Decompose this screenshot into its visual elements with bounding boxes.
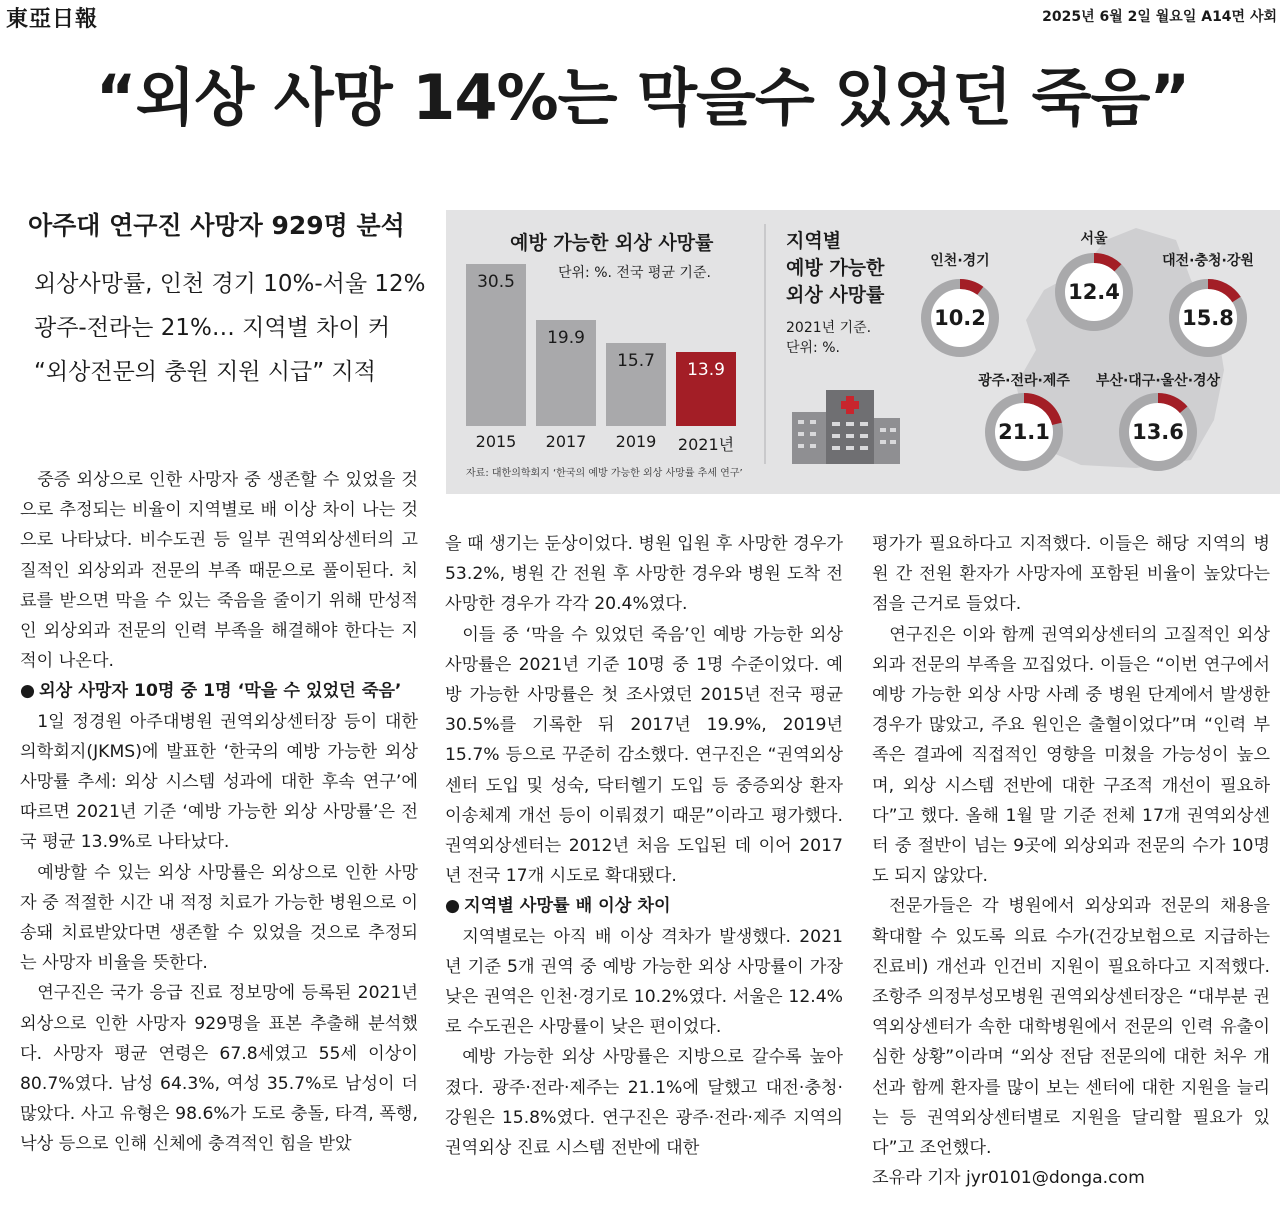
article-column-2 [445,529,843,1163]
byline: 조유라 기자 jyr0101@donga.com [872,1168,1145,1189]
bar-chart-unit: 단위: %. 전국 평균 기준. [558,265,711,281]
paragraph: 이들 중 ‘막을 수 있었던 죽음’인 예방 가능한 외상 사망률은 2021년 기준 10명 중 1명 수준이었다. 예방 가능한 사망률은 첫 조사였던 2015년 전국 평균 30.5%를 기록한 뒤 2017년 19.9%, 2019년 15.7% 등으로 꾸준히 감소했다. 연구진은 “권역외상센터 도입 및 성숙, 닥터헬기 도입 등 중증외상 환자 이송체계 개선 등이 이뤄졌기 때문”이라고 평가했다. 권역외상센터는 2012년 처음 도입된 데 이어 2017년 전국 17개 시도로 확대됐다. [445,624,843,887]
bar-value-label: 19.9 [547,328,585,349]
region-chart-note [786,318,871,358]
bar-chart-title: 예방 가능한 외상 사망률 [510,232,714,254]
newspaper-masthead: 東亞日報 [6,6,99,32]
paragraph-continued: 평가가 필요하다고 지적했다. 이들은 해당 지역의 병원 간 전원 환자가 사망자에 포함된 비율이 높았다는 점을 근거로 들었다. [872,534,1270,615]
paragraph-continued: 을 때 생기는 둔상이었다. 병원 입원 후 사망한 경우가 53.2%, 병원 간 전원 후 사망한 경우와 병원 도착 전 사망한 경우가 각각 20.4%였다. [445,534,843,615]
donut-value: 10.2 [934,306,986,330]
bar-category-label: 2021년 [677,435,735,454]
paragraph: 1일 정경원 아주대병원 권역외상센터장 등이 대한의학회지(JKMS)에 발표한 ‘한국의 예방 가능한 외상 사망률 추세: 외상 시스템 성과에 대한 후속 연구’에 따르면 2021년 기준 ‘예방 가능한 외상 사망률’은 전국 평균 13.9%로 나타났다. [20,711,418,853]
region-title-line-2: 예방 가능한 [786,257,885,279]
bar-value-label: 30.5 [477,271,515,292]
section-subheading: ● 외상 사망자 10명 중 1명 ‘막을 수 있었던 죽음’ [20,676,418,706]
infographic [446,210,1280,494]
bar-value-label: 13.9 [687,360,725,381]
subheadline-3: 광주-전라는 21%… 지역별 차이 커 [34,315,391,341]
region-title-line-1: 지역별 [786,230,842,252]
infographic-divider [764,224,766,464]
bar-category-label: 2019 [615,432,657,451]
region-note-year: 2021년 기준. [786,320,872,336]
dateline: 2025년 6월 2일 월요일 A14면 사회 [1042,9,1277,25]
bar-value-label: 15.7 [617,350,655,371]
paragraph: 전문가들은 각 병원에서 외상외과 전문의 채용을 확대할 수 있도록 의료 수가(건강보험으로 지급하는 진료비) 개선과 인건비 지원이 필요하다고 지적했다. 조항주 의정부성모병원 권역외상센터장은 “대부분 권역외상센터가 속한 대학병원에서 전문의 인력 유출이 심한 상황”이라며 “외상 전담 전문의에 대한 처우 개선과 함께 환자를 많이 보는 센터에 대한 지원을 늘리는 등 권역외상센터별로 지원을 달리할 필요가 있다”고 조언했다. [872,896,1270,1159]
article-column-3 [872,529,1270,1193]
headline: “외상 사망 14%는 막을수 있었던 죽음” [95,61,1190,134]
paragraph: 지역별로는 아직 배 이상 격차가 발생했다. 2021년 기준 5개 권역 중 예방 가능한 외상 사망률이 가장 낮은 권역은 인천·경기로 10.2%였다. 서울은 12.4%로 수도권은 사망률이 낮은 편이었다. [445,926,843,1038]
donut-region-label: 대전·충청·강원 [1162,253,1254,269]
donut-chart [920,278,1000,358]
donut-value: 15.8 [1182,306,1234,330]
donut-value: 13.6 [1132,420,1184,444]
donut-value: 21.1 [998,420,1050,444]
donut-region-label: 인천·경기 [930,253,990,269]
region-title-line-3: 외상 사망률 [786,284,885,306]
paragraph: 연구진은 국가 응급 진료 정보망에 등록된 2021년 외상으로 인한 사망자 929명을 표본 추출해 분석했다. 사망자 평균 연령은 67.8세였고 55세 이상이 80.7%였다. 남성 64.3%, 여성 35.7%로 남성이 더 많았다. 사고 유형은 98.6%가 도로 충돌, 타격, 폭행, 낙상 등으로 인해 신체에 충격적인 힘을 받았 [20,983,418,1155]
subheadline-4: “외상전문의 충원 지원 시급” 지적 [34,359,376,385]
bar-category-label: 2017 [545,432,587,451]
paragraph: 예방 가능한 외상 사망률은 지방으로 갈수록 높아졌다. 광주·전라·제주는 21.1%에 달했고 대전·충청·강원은 15.8%였다. 연구진은 광주·전라·제주 지역의 권역외상 진료 시스템 전반에 대한 [445,1047,843,1159]
donut-chart [984,392,1064,472]
donut-region-label: 광주·전라·제주 [978,373,1070,389]
subheadline-1: 아주대 연구진 사망자 929명 분석 [28,211,405,240]
donut-value: 12.4 [1068,280,1120,304]
paragraph: 연구진은 이와 함께 권역외상센터의 고질적인 외상외과 전문의 부족을 꼬집었다. 이들은 “이번 연구에서 예방 가능한 외상 사망 사례 중 병원 단계에서 발생한 경우가 많았고, 주요 원인은 출혈이었다”며 “인력 부족은 결과에 직접적인 영향을 미쳤을 가능성이 높으며, 외상 시스템 전반에 대한 구조적 개선이 필요하다”고 했다. 올해 1월 말 기준 전체 17개 권역외상센터 중 절반이 넘는 9곳에 외상외과 전문의 수가 10명도 되지 않았다. [872,624,1270,887]
donut-region-label: 서울 [1080,231,1108,247]
subheadlines [28,206,428,394]
hospital-building-icon [784,382,904,464]
bar-category-label: 2015 [475,432,517,451]
donut-region-label: 부산·대구·울산·경상 [1095,373,1221,389]
donut-chart [1054,252,1134,332]
donut-chart [1118,392,1198,472]
section-subheading: ● 지역별 사망률 배 이상 차이 [445,891,843,921]
article-column-1 [20,465,418,1160]
paragraph: 중증 외상으로 인한 사망자 중 생존할 수 있었을 것으로 추정되는 비율이 지역별로 배 이상 차이 나는 것으로 나타났다. 비수도권 등 일부 권역외상센터의 고질적인 외상외과 전문의 부족 때문으로 풀이된다. 치료를 받으면 막을 수 있는 죽음을 줄이기 위해 만성적인 외상외과 전문의 인력 부족을 해결해야 한다는 지적이 나온다. [20,470,418,672]
subheadline-2: 외상사망률, 인천 경기 10%-서울 12% [34,271,426,297]
donut-chart [1168,278,1248,358]
paragraph: 예방할 수 있는 외상 사망률은 외상으로 인한 사망자 중 적절한 시간 내 적정 치료가 가능한 병원으로 이송돼 치료받았다면 생존할 수 있었을 것으로 추정되는 사망자 비율을 뜻한다. [20,862,418,974]
chart-source: 자료: 대한의학회지 ‘한국의 예방 가능한 외상 사망률 추세 연구’ [466,468,743,479]
region-note-unit: 단위: %. [786,340,840,356]
